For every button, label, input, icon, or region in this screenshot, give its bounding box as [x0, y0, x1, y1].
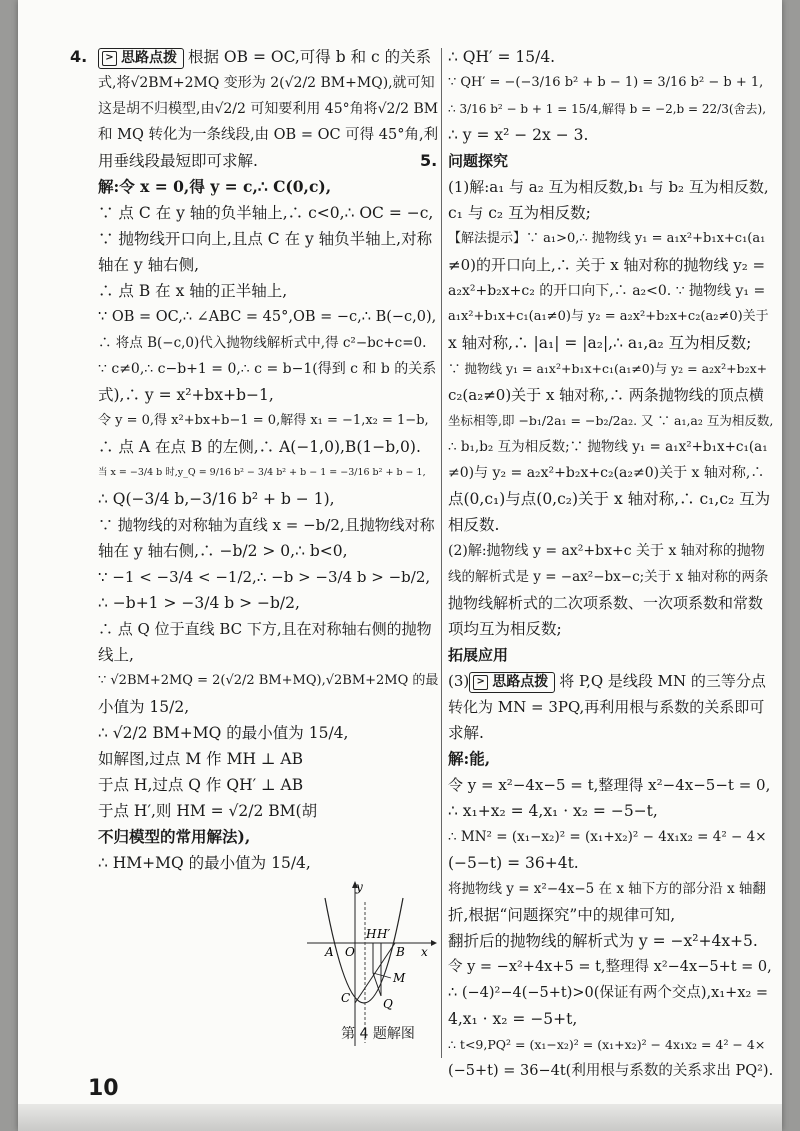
- text-line: ∵ −1 < −3/4 < −1/2,∴ −b > −3/4 b > −b/2,: [98, 568, 431, 586]
- part3-prefix: (3): [448, 672, 470, 690]
- text-line: 轴在 y 轴右侧,∴ −b/2 > 0,∴ b<0,: [98, 542, 348, 560]
- text-line: c₂(a₂≠0)关于 x 轴对称,∴ 两条抛物线的顶点横: [448, 386, 764, 404]
- text-line: ∴ y = x² − 2x − 3.: [448, 126, 589, 144]
- text-line: 式,将√2BM+2MQ 变形为 2(√2/2 BM+MQ),就可知: [98, 75, 435, 91]
- text-line: ∴ 点 B 在 x 轴的正半轴上,: [98, 282, 288, 300]
- figure-caption: 第 4 题解图: [341, 1026, 415, 1042]
- text-line: 求解.: [448, 724, 484, 742]
- left-column: [70, 44, 439, 876]
- question-number-5: 5.: [420, 151, 438, 170]
- question-number-4: 4.: [70, 47, 88, 66]
- label-x: x: [421, 945, 428, 959]
- text-line: 将抛物线 y = x²−4x−5 在 x 轴下方的部分沿 x 轴翻: [448, 881, 766, 897]
- text-line: ∴ MN² = (x₁−x₂)² = (x₁+x₂)² − 4x₁x₂ = 4² − 4×: [448, 829, 767, 845]
- text-line: 轴在 y 轴右侧,: [98, 256, 200, 274]
- x-axis-arrow-icon: [431, 940, 437, 946]
- text-line: ∴ QH′ = 15/4.: [448, 48, 556, 66]
- label-h: H: [366, 927, 377, 941]
- text-line: 点(0,c₁)与点(0,c₂)关于 x 轴对称,∴ c₁,c₂ 互为: [448, 490, 771, 508]
- text-line: ∵ 点 C 在 y 轴的负半轴上,∴ c<0,∴ OC = −c,: [98, 204, 434, 222]
- text-line: a₂x²+b₂x+c₂ 的开口向下,∴ a₂<0. ∵ 抛物线 y₁ =: [448, 283, 766, 299]
- text-line: ∴ t<9,PQ² = (x₁−x₂)² = (x₁+x₂)² − 4x₁x₂ = 4² − 4×: [448, 1037, 766, 1052]
- text-line: ∵ c≠0,∴ c−b+1 = 0,∴ c = b−1(得到 c 和 b 的关系: [98, 361, 437, 377]
- text-line: (−5+t) = 36−4t(利用根与系数的关系求出 PQ²).: [448, 1063, 774, 1079]
- q4-first-line: [70, 44, 438, 70]
- text-line: 小值为 15/2,: [98, 698, 190, 716]
- text-line: ∵ √2BM+2MQ = 2(√2/2 BM+MQ),√2BM+2MQ 的最: [98, 673, 439, 688]
- parabola-curve: [325, 898, 403, 1003]
- text-line: 如解图,过点 M 作 MH ⊥ AB: [98, 750, 303, 768]
- text-line: 线上,: [98, 646, 134, 664]
- text-line: 抛物线解析式的二次项系数、一次项系数和常数: [448, 594, 764, 612]
- text-line: 根据 OB = OC,可得 b 和 c 的关系: [188, 48, 432, 66]
- right-column: [420, 44, 774, 1084]
- label-o: O: [345, 945, 355, 959]
- arrow-right-icon: >: [473, 675, 488, 690]
- text-line: ∵ OB = OC,∴ ∠ABC = 45°,OB = −c,∴ B(−c,0),: [98, 309, 437, 325]
- label-a: A: [325, 945, 334, 959]
- text-line: 解:令 x = 0,得 y = c,∴ C(0,c),: [98, 177, 332, 196]
- arrow-right-icon: >: [102, 51, 117, 66]
- hint-tag-label: 思路点拨: [492, 674, 549, 690]
- text-line: (1)解:a₁ 与 a₂ 互为相反数,b₁ 与 b₂ 互为相反数,: [448, 178, 769, 196]
- part3-first-line: [448, 668, 773, 694]
- text-line: ≠0)与 y₂ = a₂x²+b₂x+c₂(a₂≠0)关于 x 轴对称,∴: [448, 465, 765, 481]
- section2-title: 拓展应用: [448, 646, 509, 664]
- label-m: M: [393, 971, 406, 985]
- text-line: ∵ 抛物线的对称轴为直线 x = −b/2,且抛物线对称: [98, 516, 435, 534]
- text-line: 于点 H,过点 Q 作 QH′ ⊥ AB: [98, 776, 304, 794]
- text-line: 这是胡不归模型,由√2/2 可知要利用 45°角将√2/2 BM: [98, 101, 439, 117]
- text-line: 翻折后的抛物线的解析式为 y = −x²+4x+5.: [448, 932, 758, 950]
- text-line: ∴ (−4)²−4(−5+t)>0(保证有两个交点),x₁+x₂ =: [448, 985, 769, 1001]
- text-line: 相反数.: [448, 516, 500, 534]
- label-y: y: [356, 880, 363, 894]
- label-b: B: [396, 945, 405, 959]
- text-line: 折,根据“问题探究”中的规律可知,: [448, 906, 676, 924]
- text-line: 线的解析式是 y = −ax²−bx−c;关于 x 轴对称的两条: [448, 569, 769, 585]
- column-divider: [441, 48, 442, 1058]
- text-line: ∴ 3/16 b² − b + 1 = 15/4,解得 b = −2,b = 22/3(舍去),: [448, 102, 767, 116]
- text-line: 令 y = −x²+4x+5 = t,整理得 x²−4x−5+t = 0,: [448, 959, 772, 975]
- text-line: 于点 H′,则 HM = √2/2 BM(胡: [98, 802, 318, 820]
- text-line: 不归模型的常用解法),: [98, 827, 251, 846]
- text-line: 和 MQ 转化为一条线段,由 OB = OC 可得 45°角,利: [98, 127, 439, 143]
- text-line: 解:能,: [448, 749, 491, 768]
- text-line: (2)解:抛物线 y = ax²+bx+c 关于 x 轴对称的抛物: [448, 543, 765, 559]
- label-h-prime: H′: [377, 927, 391, 941]
- q5-header: [420, 148, 773, 174]
- text-line: 坐标相等,即 −b₁/2a₁ = −b₂/2a₂. 又 ∵ a₁,a₂ 互为相反数,: [448, 413, 774, 428]
- text-line: ∴ 点 A 在点 B 的左侧,∴ A(−1,0),B(1−b,0).: [98, 438, 421, 456]
- text-line: 当 x = −3/4 b 时,y_Q = 9/16 b² − 3/4 b² + b − 1 = −3/16 b² + b − 1,: [98, 467, 426, 478]
- text-line: ∴ √2/2 BM+MQ 的最小值为 15/4,: [98, 724, 349, 742]
- label-c: C: [341, 991, 351, 1005]
- hint-tag: [98, 48, 184, 69]
- page-number: 10: [88, 1076, 119, 1101]
- text-line: ∵ 抛物线 y₁ = a₁x²+b₁x+c₁(a₁≠0)与 y₂ = a₂x²+b₂x+: [448, 361, 768, 376]
- text-line: 转化为 MN = 3PQ,再利用根与系数的关系即可: [448, 698, 765, 716]
- text-line: ∴ b₁,b₂ 互为相反数;∵ 抛物线 y₁ = a₁x²+b₁x+c₁(a₁: [448, 439, 768, 455]
- text-line: ∴ HM+MQ 的最小值为 15/4,: [98, 854, 311, 872]
- text-line: 式),∴ y = x²+bx+b−1,: [98, 386, 274, 404]
- text-line: x 轴对称,∴ |a₁| = |a₂|,∴ a₁,a₂ 互为相反数;: [448, 334, 752, 352]
- text-line: 项均互为相反数;: [448, 620, 562, 638]
- text-line: 4,x₁ · x₂ = −5+t,: [448, 1010, 578, 1028]
- solution-hint-line: 【解法提示】∵ a₁>0,∴ 抛物线 y₁ = a₁x²+b₁x+c₁(a₁: [448, 231, 766, 246]
- text-line: 令 y = x²−4x−5 = t,整理得 x²−4x−5−t = 0,: [448, 776, 771, 794]
- text-line: (−5−t) = 36+4t.: [448, 854, 579, 872]
- text-line: ∵ QH′ = −(−3/16 b² + b − 1) = 3/16 b² − b + 1,: [448, 75, 764, 90]
- worksheet-page: [18, 0, 782, 1131]
- text-line: ∴ −b+1 > −3/4 b > −b/2,: [98, 594, 300, 612]
- text-line: 令 y = 0,得 x²+bx+b−1 = 0,解得 x₁ = −1,x₂ = 1−b,: [98, 413, 429, 428]
- text-line: 用垂线段最短即可求解.: [98, 152, 258, 170]
- text-line: ∴ Q(−3/4 b,−3/16 b² + b − 1),: [98, 490, 335, 508]
- text-line: ∴ x₁+x₂ = 4,x₁ · x₂ = −5−t,: [448, 802, 658, 820]
- text-line: 将 P,Q 是线段 MN 的三等分点: [559, 672, 766, 690]
- text-line: a₁x²+b₁x+c₁(a₁≠0)与 y₂ = a₂x²+b₂x+c₂(a₂≠0)关于: [448, 309, 769, 324]
- hint-tag: [469, 672, 555, 693]
- text-line: ∴ 将点 B(−c,0)代入抛物线解析式中,得 c²−bc+c=0.: [98, 335, 427, 351]
- label-pointer-m: [373, 973, 391, 978]
- section-title: 问题探究: [448, 152, 509, 170]
- text-line: ∵ 抛物线开口向上,且点 C 在 y 轴负半轴上,对称: [98, 230, 433, 248]
- text-line: ∴ 点 Q 位于直线 BC 下方,且在对称轴右侧的抛物: [98, 620, 432, 638]
- hint-tag-label: 思路点拨: [121, 50, 177, 66]
- text-line: ≠0)的开口向上,∴ 关于 x 轴对称的抛物线 y₂ =: [448, 256, 766, 274]
- label-q: Q: [383, 997, 393, 1011]
- text-line: c₁ 与 c₂ 互为相反数;: [448, 204, 591, 222]
